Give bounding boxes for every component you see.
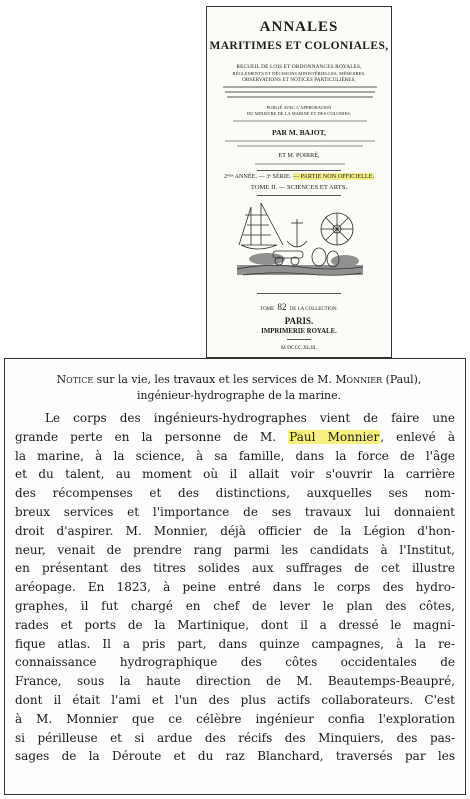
text-line: Le corps des ingénieurs-hydrographes vient de faire une [45, 411, 455, 425]
text-line: des récompenses et des distinctions, auxquelles ses nom- [15, 486, 455, 501]
engraving-illustration [237, 201, 363, 279]
fine-print-lines [215, 85, 385, 103]
text-line: graphes, il fut chargé en chef de lever le plan des côtes, [15, 598, 455, 613]
tome82-suffix: DE LA COLLECTION. [289, 307, 338, 312]
text-line [15, 428, 455, 447]
fine-print-lines [215, 118, 385, 124]
text-line: France, sous la haute direction de M. Beautemps-Beaupré, [15, 674, 455, 689]
heading-text: sur la vie, les travaux et les services de M. [93, 373, 336, 386]
heading-line-2: ingénieur-hydrographe de la marine. [137, 389, 341, 402]
heading-notice: Notice [56, 373, 94, 386]
article-page [4, 358, 466, 795]
text-line: droit d'aspirer. M. Monnier, déjà officier de la Légion d'hon- [15, 523, 455, 538]
highlighted-name: Paul Monnier [289, 429, 380, 444]
annee-suffix: PARTIE NON OFFICIELLE. [300, 173, 374, 180]
text-line: en présentant des titres solides aux suffrages de cet illustre [15, 561, 455, 576]
title-tome-82 [207, 302, 391, 312]
title-reglements: RÈGLEMENTS ET DÉCISIONS MINISTÉRIELLES, MÉMOIRES, [232, 71, 366, 76]
heading-monnier: Monnier [335, 373, 383, 386]
text-line: rades et ports de la Martinique, dont il a dressé le magni- [15, 617, 455, 632]
title-page-image [206, 6, 392, 358]
title-ministere: DU MINISTRE DE LA MARINE ET DES COLONIES, [246, 111, 352, 116]
heading-paul: (Paul), [382, 373, 422, 386]
title-paris: PARIS. [284, 316, 314, 326]
title-annee [211, 173, 387, 180]
title-et-poirre: ET M. POIRRÉ, [278, 152, 320, 159]
title-publie: PUBLIÉ AVEC L'APPROBATION [266, 105, 332, 110]
fine-print-lines [215, 139, 385, 151]
text-line: sages de la Déroute et du raz Blanchard, traversés par les [15, 749, 455, 764]
tome82-prefix: TOME [260, 307, 275, 312]
text-line: dont il était l'ami et l'un des plus actifs collaborateurs. C'est [15, 692, 455, 707]
title-annales: ANNALES [259, 19, 339, 35]
annee-highlight [293, 173, 374, 180]
fine-print-lines [215, 161, 385, 167]
title-tome: TOME II. — SCIENCES ET ARTS. [250, 184, 348, 191]
divider [257, 195, 341, 196]
title-par-bajot: PAR M. BAJOT, [272, 128, 326, 137]
article-heading [29, 372, 449, 404]
annee-dash: — [292, 173, 301, 180]
title-recueil: RECUEIL DE LOIS ET ORDONNANCES ROYALES, [236, 64, 362, 70]
text-fragment: grande perte en la personne de M. [15, 429, 289, 444]
text-line: aréopage. En 1823, à peine entré dans le corps des hydro- [15, 580, 455, 595]
divider [287, 339, 311, 340]
tome82-number: 82 [277, 302, 287, 312]
text-line: et du talent, au moment où il allait voir s'ouvrir la carrière [15, 467, 455, 482]
annee-prefix: 2ᵉᵐᵉ ANNÉE. — 3ᵉ SÉRIE. [223, 173, 292, 180]
text-fragment: , enlevé à [380, 429, 455, 444]
text-line: si périlleuse et si ardue des récifs des Minquiers, des pas- [15, 730, 455, 745]
text-line: neur, venait de prendre rang parmi les candidats à l'Institut, [15, 542, 455, 557]
title-maritimes: MARITIMES ET COLONIALES, [209, 40, 389, 52]
title-imprimerie: IMPRIMERIE ROYALE. [261, 328, 337, 335]
text-line: à M. Monnier que ce célèbre ingénieur confia l'exploration [15, 711, 455, 726]
text-line: connaissance hydrographique des côtes occidentales de [15, 655, 455, 670]
title-date: M DCCC XLIII. [280, 345, 318, 351]
divider [257, 170, 341, 171]
heading-line-1 [29, 372, 449, 388]
title-observations: OBSERVATIONS ET NOTICES PARTICULIÈRES, [242, 77, 356, 83]
divider [257, 293, 341, 294]
text-line: fique atlas. Il a pris part, dans quinze campagnes, à la re- [15, 636, 455, 651]
article-body [15, 409, 455, 766]
text-line: la marine, à la science, à sa famille, dans la force de l'âge [15, 448, 455, 463]
text-line: breux services et l'importance de ses travaux lui donnaient [15, 504, 455, 519]
